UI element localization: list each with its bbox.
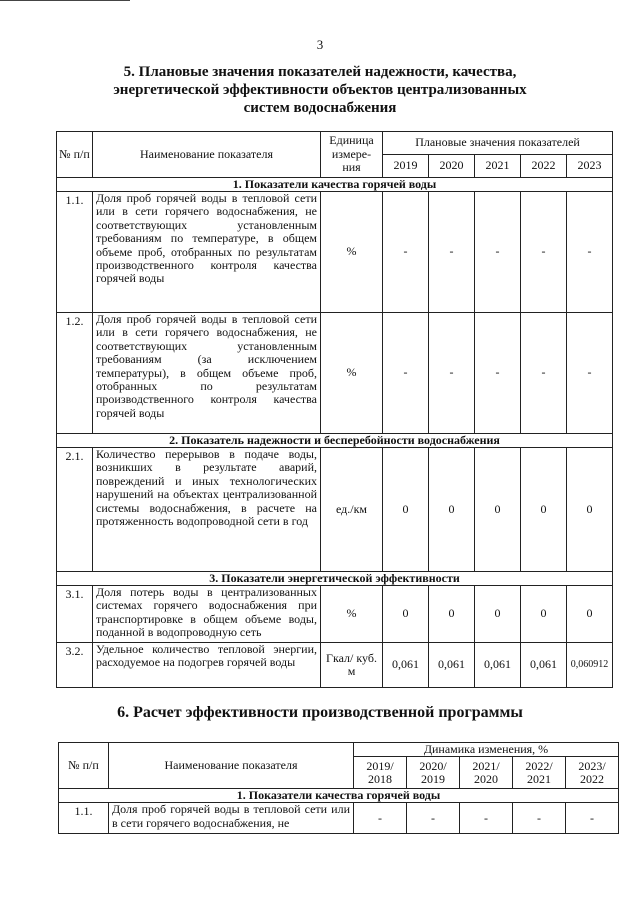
table-row — [57, 643, 613, 688]
header-year: 2020 — [429, 155, 475, 178]
row-unit: % — [321, 313, 383, 434]
row-num: 1.1. — [57, 192, 93, 313]
efficiency-table — [58, 742, 619, 834]
row-unit: Гкал/ куб. м — [321, 643, 383, 688]
row-value: - — [567, 313, 613, 434]
group-title: 1. Показатели качества горячей воды — [57, 178, 613, 192]
row-name: Доля проб горячей воды в тепловой сети или в сети горячего водоснабжения, не соответствующих установленным требованиям (за исключением температуры), в общем объеме проб, отобранных по результатам производственного контроля качества горячей воды — [93, 313, 321, 434]
section5-title-line1: 5. Плановые значения показателей надежности, качества, — [123, 64, 517, 80]
header-plan: Плановые значения показателей — [383, 132, 613, 155]
row-value: 0 — [567, 448, 613, 572]
group-title: 1. Показатели качества горячей воды — [59, 789, 619, 803]
section6-title: 6. Расчет эффективности производственной программы — [117, 704, 523, 721]
row-value: 0 — [521, 448, 567, 572]
header-period: 2019/ 2018 — [354, 757, 407, 789]
row-name: Доля потерь воды в централизованных системах горячего водоснабжения при транспортировке в общем объеме воды, поданной в водопроводную сеть — [93, 586, 321, 643]
header-dynamics: Динамика изменения, % — [354, 743, 619, 757]
section5-title-line2: энергетической эффективности объектов централизованных — [113, 82, 527, 98]
header-year: 2022 — [521, 155, 567, 178]
group-title: 3. Показатели энергетической эффективности — [57, 572, 613, 586]
row-num: 2.1. — [57, 448, 93, 572]
section5-title-line3: систем водоснабжения — [243, 100, 397, 116]
row-num: 3.1. — [57, 586, 93, 643]
row-value: - — [475, 192, 521, 313]
header-year: 2021 — [475, 155, 521, 178]
header-year: 2019 — [383, 155, 429, 178]
row-value: - — [567, 192, 613, 313]
row-unit: % — [321, 192, 383, 313]
table-row — [59, 803, 619, 834]
row-value: 0 — [521, 586, 567, 643]
row-value: - — [475, 313, 521, 434]
table-row — [57, 192, 613, 313]
group-title: 2. Показатель надежности и бесперебойности водоснабжения — [57, 434, 613, 448]
row-value: 0,061 — [383, 643, 429, 688]
row-num: 1.2. — [57, 313, 93, 434]
row-value: 0 — [475, 586, 521, 643]
header-num: № п/п — [59, 743, 109, 789]
row-num: 1.1. — [59, 803, 109, 834]
row-value: 0,061 — [521, 643, 567, 688]
row-value: - — [521, 313, 567, 434]
plan-values-table — [56, 131, 613, 688]
header-unit: Единица измере-ния — [321, 132, 383, 178]
row-value: 0,061 — [475, 643, 521, 688]
row-name: Доля проб горячей воды в тепловой сети или в сети горячего водоснабжения, не — [109, 803, 354, 834]
row-value: 0 — [383, 448, 429, 572]
header-period: 2020/ 2019 — [407, 757, 460, 789]
header-name: Наименование показателя — [93, 132, 321, 178]
header-name: Наименование показателя — [109, 743, 354, 789]
header-period: 2023/ 2022 — [566, 757, 619, 789]
row-value: 0 — [383, 586, 429, 643]
row-value: - — [521, 192, 567, 313]
header-period: 2021/ 2020 — [460, 757, 513, 789]
row-value: - — [460, 803, 513, 834]
row-name: Удельное количество тепловой энергии, расходуемое на подогрев горячей воды — [93, 643, 321, 688]
row-value: 0,060912 — [567, 643, 613, 688]
row-unit: % — [321, 586, 383, 643]
table-row — [57, 448, 613, 572]
row-value: - — [429, 192, 475, 313]
row-value: - — [354, 803, 407, 834]
row-value: - — [383, 313, 429, 434]
top-rule — [0, 0, 130, 1]
row-value: 0 — [475, 448, 521, 572]
table-row — [57, 586, 613, 643]
row-value: 0,061 — [429, 643, 475, 688]
row-name: Количество перерывов в подаче воды, возникших в результате аварий, повреждений и иных технологических нарушений на объектах централизованной системы водоснабжения, в расчете на протяженность водопроводной сети в год — [93, 448, 321, 572]
row-value: - — [513, 803, 566, 834]
header-year: 2023 — [567, 155, 613, 178]
row-name: Доля проб горячей воды в тепловой сети или в сети горячего водоснабжения, не соответствующих установленным требованиям по температуре, в общем объеме проб, отобранных по результатам производственного контроля качества горячей воды — [93, 192, 321, 313]
row-value: 0 — [429, 448, 475, 572]
row-value: 0 — [429, 586, 475, 643]
header-num: № п/п — [57, 132, 93, 178]
row-value: 0 — [567, 586, 613, 643]
page-number: 3 — [316, 37, 324, 52]
header-period: 2022/ 2021 — [513, 757, 566, 789]
row-value: - — [383, 192, 429, 313]
row-value: - — [407, 803, 460, 834]
row-num: 3.2. — [57, 643, 93, 688]
row-value: - — [429, 313, 475, 434]
table-row — [57, 313, 613, 434]
row-value: - — [566, 803, 619, 834]
row-unit: ед./км — [321, 448, 383, 572]
